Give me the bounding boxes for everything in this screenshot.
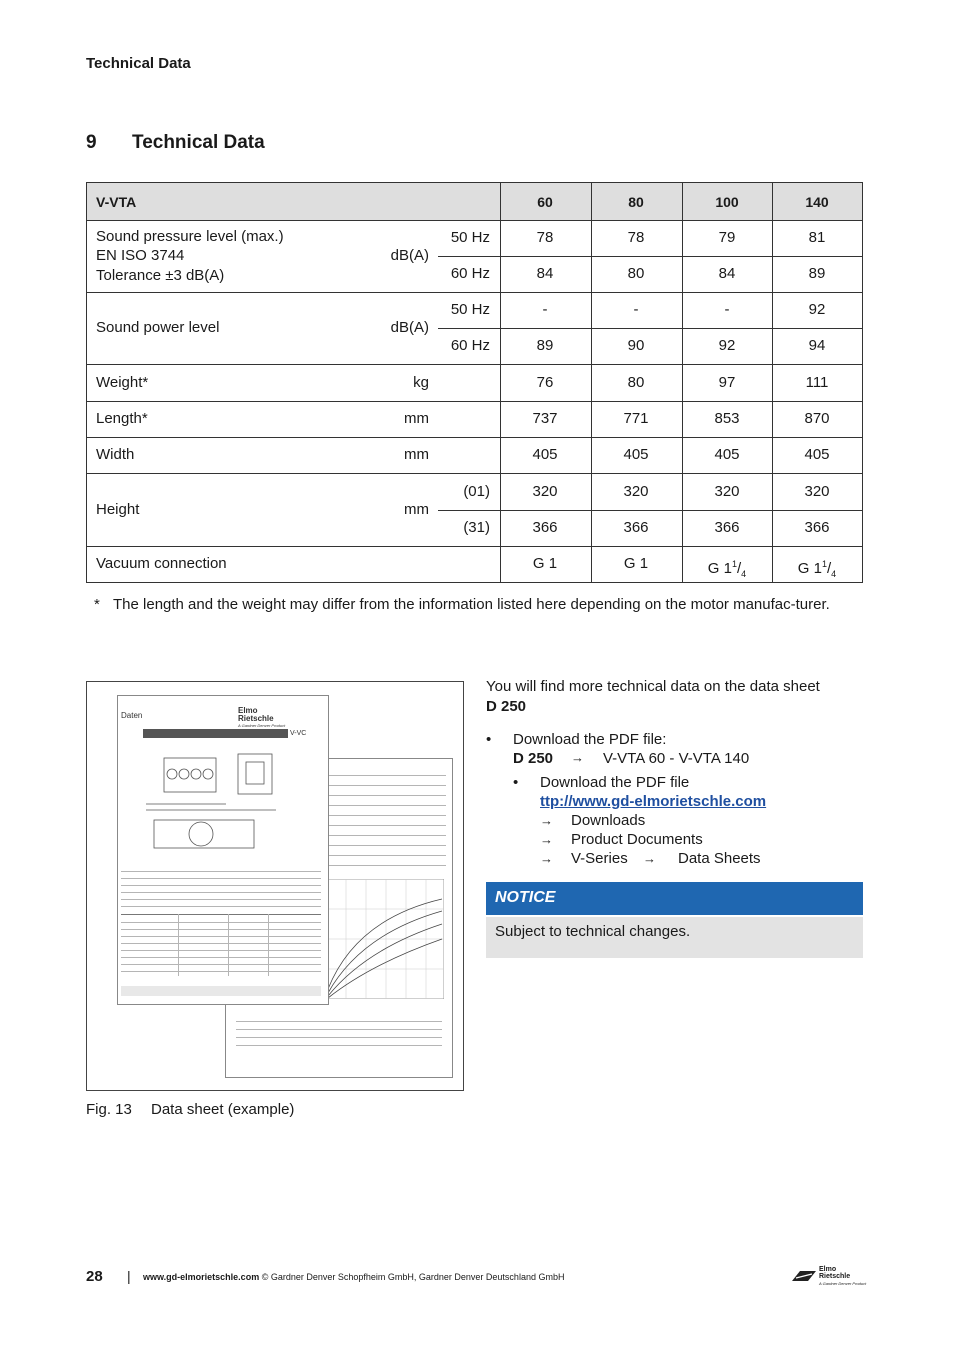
row-label-sound-pressure: Sound pressure level (max.) bbox=[96, 228, 284, 245]
table-cell: 320 bbox=[623, 483, 649, 500]
arrow-icon: → bbox=[571, 750, 584, 765]
website-link[interactable]: ttp://www.gd-elmorietschle.com bbox=[540, 793, 767, 810]
table-cell: 92 bbox=[718, 337, 736, 354]
section-number: 9 bbox=[86, 132, 97, 153]
row-unit: kg bbox=[413, 374, 429, 391]
table-cell: 366 bbox=[623, 519, 649, 536]
row-label-standard: EN ISO 3744 bbox=[96, 247, 185, 264]
table-cell: 78 bbox=[536, 229, 554, 246]
row-frequency: 50 Hz bbox=[450, 301, 490, 318]
table-cell: 81 bbox=[808, 229, 826, 246]
table-cell: - bbox=[542, 301, 548, 318]
technical-data-table bbox=[86, 182, 863, 583]
footnote-marker: * bbox=[94, 596, 100, 613]
row-frequency: 60 Hz bbox=[450, 337, 490, 354]
row-variant: (31) bbox=[463, 519, 490, 536]
sheet-heading: Daten bbox=[121, 711, 143, 720]
table-cell: 853 bbox=[714, 410, 740, 427]
table-cell: 366 bbox=[804, 519, 830, 536]
table-cell: 405 bbox=[714, 446, 740, 463]
running-header: Technical Data bbox=[86, 55, 191, 72]
elmo-rietschle-logo bbox=[790, 1266, 870, 1290]
row-label-tolerance: Tolerance ±3 dB(A) bbox=[96, 267, 225, 284]
bullet2-text: Download the PDF file bbox=[540, 774, 690, 791]
data-sheet-figure bbox=[86, 681, 464, 1091]
row-label-weight: Weight* bbox=[96, 374, 149, 391]
table-cell: 92 bbox=[808, 301, 826, 318]
arrow-icon: → bbox=[540, 832, 553, 847]
footer-website: www.gd-elmorietschle.com bbox=[143, 1272, 260, 1282]
nav-downloads: Downloads bbox=[571, 812, 646, 829]
sheet-brand-tagline: A Gardner Denver Product bbox=[238, 723, 286, 728]
footnote bbox=[94, 595, 864, 614]
column-header: 60 bbox=[537, 194, 553, 210]
table-cell: G $1^1/_4$ bbox=[707, 559, 747, 579]
row-unit: dB(A) bbox=[390, 247, 429, 264]
nav-data-sheets: Data Sheets bbox=[678, 850, 761, 867]
column-header: 100 bbox=[715, 194, 739, 210]
footer-copyright: © Gardner Denver Schopfheim GmbH, Gardner Denver Deutschland GmbH bbox=[259, 1272, 565, 1282]
row-unit: mm bbox=[404, 501, 429, 518]
table-cell: 405 bbox=[532, 446, 558, 463]
intro-sheet-code: D 250 bbox=[486, 698, 527, 715]
column-header: 80 bbox=[628, 194, 644, 210]
notice-body: Subject to technical changes. bbox=[486, 917, 863, 958]
row-label-vacuum: Vacuum connection bbox=[96, 555, 227, 572]
table-cell: 320 bbox=[532, 483, 558, 500]
row-frequency: 60 Hz bbox=[450, 265, 490, 282]
table-cell: - bbox=[724, 301, 730, 318]
arrow-icon: → bbox=[540, 851, 553, 866]
table-cell: G 1 bbox=[532, 555, 558, 572]
table-cell: 89 bbox=[808, 265, 826, 282]
footer-separator: | bbox=[127, 1268, 131, 1284]
table-cell: 366 bbox=[532, 519, 558, 536]
table-cell: 320 bbox=[804, 483, 830, 500]
table-cell: 80 bbox=[627, 374, 645, 391]
figure-caption bbox=[86, 1101, 294, 1118]
row-unit: mm bbox=[404, 410, 429, 427]
figure-label: Fig. 13 bbox=[86, 1101, 132, 1118]
table-cell: 97 bbox=[718, 374, 736, 391]
table-cell: G $1^1/_4$ bbox=[797, 559, 837, 579]
row-unit: mm bbox=[404, 446, 429, 463]
bullet1-text: Download the PDF file: bbox=[513, 731, 667, 748]
section-title bbox=[86, 132, 265, 154]
row-frequency: 50 Hz bbox=[450, 229, 490, 246]
table-cell: 94 bbox=[808, 337, 826, 354]
table-cell: - bbox=[633, 301, 639, 318]
sheet-brand-line1: Elmo bbox=[238, 706, 258, 715]
logo-line2: Rietschle bbox=[819, 1273, 851, 1280]
row-label-height: Height bbox=[96, 501, 140, 518]
sheet-brand-line2: Rietschle bbox=[238, 714, 274, 723]
arrow-icon: → bbox=[643, 851, 656, 866]
logo-tagline: A Gardner Denver Product bbox=[819, 1281, 867, 1286]
row-variant: (01) bbox=[463, 483, 490, 500]
nav-v-series: V-Series bbox=[571, 850, 628, 867]
row-unit: dB(A) bbox=[390, 319, 429, 336]
intro-text: You will find more technical data on the data sheet bbox=[486, 678, 820, 695]
row-label-length: Length* bbox=[96, 410, 148, 427]
page-number: 28 bbox=[86, 1268, 103, 1285]
figure-caption-text: Data sheet (example) bbox=[151, 1101, 295, 1118]
front-sheet-image bbox=[117, 695, 329, 1005]
sheet-model: V-VC bbox=[290, 730, 307, 737]
table-cell: 89 bbox=[536, 337, 554, 354]
logo-swoosh-icon bbox=[790, 1269, 818, 1283]
table-cell: 76 bbox=[536, 374, 554, 391]
table-cell: 320 bbox=[714, 483, 740, 500]
table-cell: 870 bbox=[804, 410, 830, 427]
row-label-width: Width bbox=[96, 446, 135, 463]
bullet-symbol: • bbox=[513, 774, 519, 791]
column-header: 140 bbox=[805, 194, 829, 210]
notice-title: NOTICE bbox=[486, 882, 863, 915]
footnote-text: The length and the weight may differ from the information listed here depending on the motor manufac-turer. bbox=[113, 596, 830, 613]
nav-product-documents: Product Documents bbox=[571, 831, 703, 848]
table-cell: 84 bbox=[718, 265, 736, 282]
footer-text bbox=[143, 1272, 564, 1282]
table-cell: 79 bbox=[718, 229, 736, 246]
bullet1-code: D 250 bbox=[513, 750, 554, 767]
row-label-sound-power: Sound power level bbox=[96, 319, 220, 336]
table-cell: 80 bbox=[627, 265, 645, 282]
table-cell: G 1 bbox=[623, 555, 649, 572]
table-cell: 771 bbox=[623, 410, 649, 427]
bullet-symbol: • bbox=[486, 731, 492, 748]
table-cell: 78 bbox=[627, 229, 645, 246]
table-cell: 84 bbox=[536, 265, 554, 282]
model-label: V-VTA bbox=[96, 194, 137, 210]
bullet1-range: V-VTA 60 - V-VTA 140 bbox=[603, 750, 750, 767]
performance-curves-graphic bbox=[326, 879, 444, 999]
logo-line1: Elmo bbox=[819, 1266, 837, 1273]
table-cell: 111 bbox=[805, 374, 829, 391]
table-cell: 90 bbox=[627, 337, 645, 354]
table-cell: 737 bbox=[532, 410, 558, 427]
dimension-drawing-graphic bbox=[126, 746, 316, 856]
arrow-icon: → bbox=[540, 813, 553, 828]
table-cell: 366 bbox=[714, 519, 740, 536]
table-cell: 405 bbox=[804, 446, 830, 463]
section-title-text: Technical Data bbox=[132, 132, 265, 153]
table-cell: 405 bbox=[623, 446, 649, 463]
